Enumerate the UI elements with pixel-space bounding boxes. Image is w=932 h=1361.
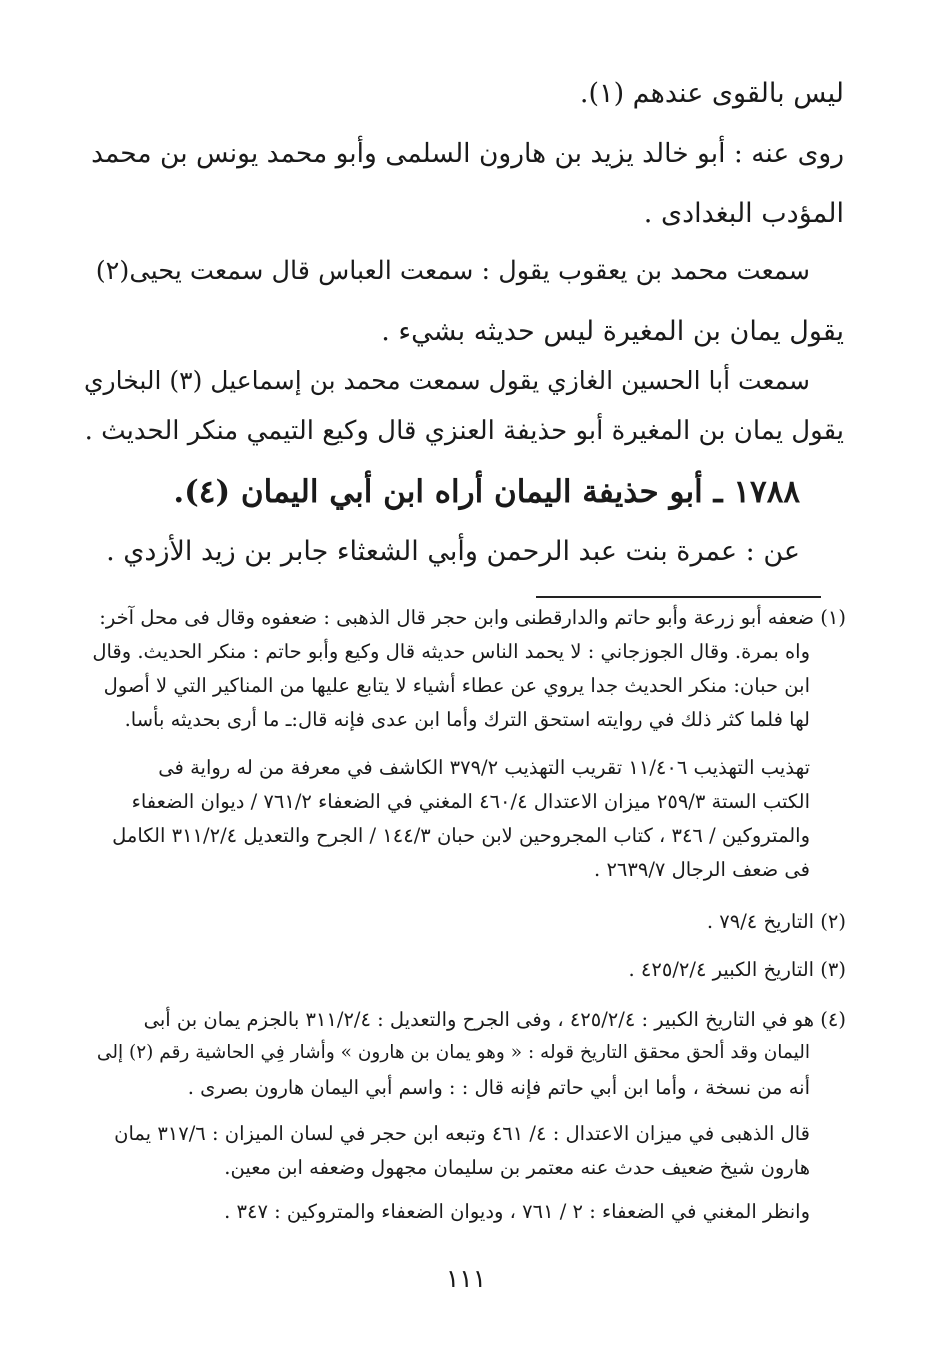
body-line-5: يقول يمان بن المغيرة ليس حديثه بشيء .: [381, 316, 844, 347]
page-number: ١١١: [445, 1264, 487, 1293]
footnote-4-line-1: (٤) هو في التاريخ الكبير : ٤٢٥/٢/٤ ، وفى الجرح والتعديل : ٣١١/٢/٤ بالجزم يمان بن أبى: [143, 1008, 846, 1031]
body-line-1: ليس بالقوى عندهم (١).: [579, 78, 844, 109]
footnote-1-line-2: واه بمرة. وقال الجوزجاني : لا يحمد الناس حديثه قال وكيع وأبو حاتم : منكر الحديث. وقال: [92, 640, 810, 663]
footnote-4-line-6: وانظر المغني في الضعفاء : ٢ / ٧٦١ ، وديوان الضعفاء والمتروكين : ٣٤٧ .: [224, 1200, 810, 1223]
body-line-3: المؤدب البغدادى .: [643, 198, 844, 229]
body-line-2: روى عنه : أبو خالد يزيد بن هارون السلمى وأبو محمد يونس بن محمد: [91, 138, 844, 169]
entry-heading: ١٧٨٨ ـ أبو حذيفة اليمان أراه ابن أبي اليمان (٤).: [173, 474, 800, 510]
body-line-6: سمعت أبا الحسين الغازي يقول سمعت محمد بن إسماعيل (٣) البخاري: [83, 366, 810, 395]
footnote-1-line-4: لها فلما كثر ذلك في روايته استحق الترك وأما ابن عدى فإنه قال:ـ ما أرى بحديثه بأسا.: [124, 708, 810, 731]
footnote-1-line-3: ابن حبان: منكر الحديث جدا يروي عن عطاء أشياء لا يتابع عليها من المناكير التي لا أصول: [103, 674, 810, 697]
footnote-4-line-2: اليمان وقد ألحق محقق التاريخ قوله : « وهو يمان بن هارون » وأشار فِي الحاشية رقم (٢) إلى: [96, 1042, 810, 1063]
footnote-1-line-5: تهذيب التهذيب ١١/٤٠٦ تقريب التهذيب ٣٧٩/٢ الكاشف في معرفة من له رواية فى: [158, 756, 810, 779]
footnote-4-line-3: أنه من نسخة ، وأما ابن أبي حاتم فإنه قال : : واسم أبي اليمان هارون بصرى .: [187, 1076, 810, 1099]
footnote-separator: [536, 596, 821, 598]
entry-line: عن : عمرة بنت عبد الرحمن وأبي الشعثاء جابر بن زيد الأزدي .: [106, 536, 800, 567]
body-line-7: يقول يمان بن المغيرة أبو حذيفة العنزي قال وكيع التيمي منكر الحديث .: [84, 416, 844, 446]
body-line-4: سمعت محمد بن يعقوب يقول : سمعت العباس قال سمعت يحيى(٢): [95, 256, 810, 286]
footnote-1-line-7: والمتروكين / ٣٤٦ ، كتاب المجروحين لابن حبان ١٤٤/٣ / الجرح والتعديل ٣١١/٢/٤ الكامل: [112, 824, 810, 847]
footnote-3: (٣) التاريخ الكبير ٤٢٥/٢/٤ .: [628, 958, 846, 981]
footnote-1-line-6: الكتب الستة ٢٥٩/٣ ميزان الاعتدال ٤٦٠/٤ المغني في الضعفاء ٧٦١/٢ / ديوان الضعفاء: [131, 790, 810, 813]
footnote-1-line-8: فى ضعف الرجال ٢٦٣٩/٧ .: [594, 858, 810, 881]
footnote-4-line-4: قال الذهبى في ميزان الاعتدال : ٤/ ٤٦١ وتبعه ابن حجر في لسان الميزان : ٣١٧/٦ يمان: [114, 1122, 810, 1145]
footnote-1-line-1: (١) ضعفه أبو زرعة وأبو حاتم والدارقطنى وابن حجر قال الذهبى : ضعفوه وقال فى محل آخر:: [99, 606, 846, 629]
footnote-4-line-5: هارون شيخ ضعيف حدث عنه معتمر بن سليمان مجهول وضعفه ابن معين.: [224, 1156, 810, 1179]
footnote-2: (٢) التاريخ ٧٩/٤ .: [706, 910, 846, 933]
